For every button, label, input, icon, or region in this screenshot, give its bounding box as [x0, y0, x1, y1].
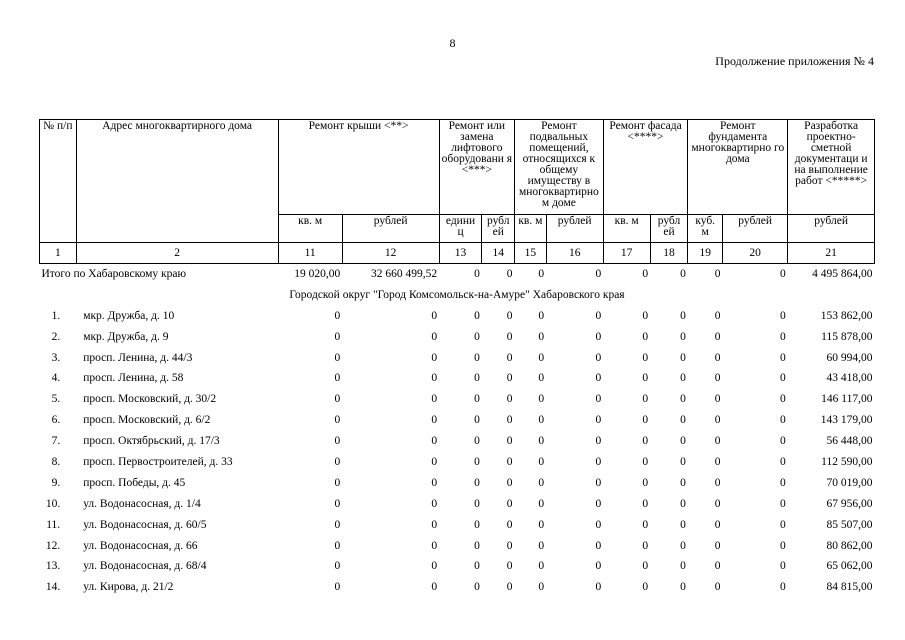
row-value: 0 — [474, 309, 480, 322]
row-value: 0 — [506, 476, 513, 489]
row-value: 0 — [334, 393, 341, 406]
row-value: 0 — [474, 476, 480, 489]
row-number: 11. — [46, 518, 61, 531]
header-elevator: Ремонт или замена лифтового оборудовани я <***> — [439, 120, 514, 215]
row-value: 67 956,00 — [826, 497, 873, 510]
row-value: 0 — [680, 539, 686, 552]
row-value: 143 179,00 — [820, 414, 873, 427]
row-value: 0 — [538, 455, 545, 468]
row-value: 153 862,00 — [820, 309, 873, 322]
repair-table — [39, 119, 875, 598]
table-row — [40, 431, 875, 452]
row-value: 0 — [334, 309, 341, 322]
row-value: 0 — [431, 497, 438, 510]
row-value: 0 — [595, 435, 602, 448]
column-number: 1 — [40, 243, 77, 264]
row-value: 0 — [506, 393, 513, 406]
column-number: 19 — [688, 243, 723, 264]
row-value: 0 — [680, 414, 686, 427]
table-row — [40, 348, 875, 369]
row-value: 80 862,00 — [826, 539, 873, 552]
table-row — [40, 556, 875, 577]
total-value: 0 — [780, 267, 786, 280]
row-value: 0 — [334, 351, 341, 364]
row-value: 0 — [506, 351, 513, 364]
row-value: 0 — [474, 330, 480, 343]
row-value: 0 — [680, 581, 686, 594]
row-value: 0 — [334, 372, 341, 385]
row-value: 0 — [642, 560, 649, 573]
total-value: 19 020,00 — [294, 267, 341, 280]
row-number: 6. — [51, 414, 61, 427]
row-value: 0 — [506, 518, 513, 531]
row-number: 7. — [51, 435, 61, 448]
column-number: 13 — [439, 243, 482, 264]
total-row — [40, 264, 875, 285]
row-value: 0 — [595, 539, 602, 552]
row-value: 0 — [780, 581, 786, 594]
unit-basement-rub: рублей — [546, 215, 603, 243]
table-row — [40, 410, 875, 431]
row-value: 0 — [474, 497, 480, 510]
row-value: 0 — [595, 560, 602, 573]
header-address: Адрес многоквартирного дома — [76, 120, 278, 243]
row-value: 0 — [714, 560, 721, 573]
row-number: 2. — [51, 330, 61, 343]
row-value: 0 — [474, 351, 480, 364]
table-row — [40, 306, 875, 327]
row-value: 0 — [506, 330, 513, 343]
row-value: 0 — [431, 435, 438, 448]
table-row — [40, 473, 875, 494]
table-row — [40, 452, 875, 473]
row-value: 146 117,00 — [821, 393, 873, 406]
row-value: 0 — [680, 476, 686, 489]
continuation-label: Продолжение приложения № 4 — [715, 54, 874, 68]
column-number: 21 — [788, 243, 875, 264]
total-value: 0 — [714, 267, 721, 280]
row-value: 0 — [538, 435, 545, 448]
column-number: 16 — [546, 243, 603, 264]
row-value: 0 — [474, 372, 480, 385]
row-value: 0 — [714, 497, 721, 510]
row-value: 70 019,00 — [826, 476, 873, 489]
row-value: 0 — [714, 393, 721, 406]
row-value: 0 — [680, 560, 686, 573]
row-value: 0 — [780, 414, 786, 427]
total-value: 0 — [595, 267, 602, 280]
table-row — [40, 389, 875, 410]
row-value: 0 — [506, 372, 513, 385]
row-value: 0 — [680, 309, 686, 322]
row-value: 0 — [538, 497, 545, 510]
row-value: 0 — [431, 330, 438, 343]
row-value: 0 — [714, 476, 721, 489]
row-value: 0 — [538, 581, 545, 594]
column-number: 20 — [723, 243, 788, 264]
column-number: 12 — [342, 243, 439, 264]
row-value: 0 — [431, 518, 438, 531]
row-value: 0 — [595, 455, 602, 468]
row-value: 0 — [431, 455, 438, 468]
row-value: 0 — [474, 393, 480, 406]
row-number: 4. — [51, 372, 61, 385]
unit-roof-rub: рублей — [342, 215, 439, 243]
unit-design-rub: рублей — [788, 215, 875, 243]
row-value: 0 — [780, 455, 786, 468]
section-title: Городской округ "Город Комсомольск-на-Амуре" Хабаровского края — [289, 288, 625, 301]
row-value: 0 — [680, 330, 686, 343]
row-value: 0 — [780, 476, 786, 489]
row-value: 0 — [680, 497, 686, 510]
row-value: 0 — [714, 539, 721, 552]
row-value: 0 — [780, 518, 786, 531]
row-value: 0 — [474, 581, 480, 594]
table-row — [40, 515, 875, 536]
column-number: 18 — [650, 243, 688, 264]
row-value: 0 — [680, 435, 686, 448]
row-value: 0 — [680, 455, 686, 468]
row-value: 0 — [595, 309, 602, 322]
row-value: 0 — [714, 435, 721, 448]
row-value: 0 — [474, 414, 480, 427]
row-value: 0 — [642, 330, 649, 343]
row-value: 0 — [538, 518, 545, 531]
row-value: 84 815,00 — [826, 581, 873, 594]
header-roof: Ремонт крыши <**> — [278, 120, 439, 215]
table-body — [40, 264, 875, 599]
row-value: 0 — [431, 476, 438, 489]
row-value: 0 — [680, 372, 686, 385]
unit-facade-rub: рубл ей — [650, 215, 688, 243]
table-row — [40, 327, 875, 348]
unit-basement-sqm: кв. м — [515, 215, 547, 243]
total-value: 0 — [642, 267, 649, 280]
row-value: 0 — [595, 414, 602, 427]
row-address: просп. Победы, д. 45 — [83, 476, 186, 489]
row-value: 0 — [334, 435, 341, 448]
row-value: 0 — [642, 351, 649, 364]
row-value: 0 — [714, 414, 721, 427]
row-value: 0 — [642, 372, 649, 385]
total-value: 0 — [680, 267, 686, 280]
row-value: 0 — [595, 330, 602, 343]
row-address: ул. Кирова, д. 21/2 — [83, 581, 174, 594]
total-value: 0 — [506, 267, 513, 280]
row-value: 43 418,00 — [826, 372, 873, 385]
row-value: 0 — [642, 455, 649, 468]
row-value: 0 — [714, 351, 721, 364]
row-value: 0 — [474, 539, 480, 552]
row-value: 0 — [642, 518, 649, 531]
row-value: 0 — [538, 560, 545, 573]
row-address: просп. Московский, д. 30/2 — [83, 393, 217, 406]
row-value: 0 — [595, 351, 602, 364]
unit-elevator-rub: рубл ей — [482, 215, 515, 243]
row-value: 0 — [780, 560, 786, 573]
row-address: ул. Водонасосная, д. 66 — [83, 539, 198, 552]
row-value: 85 507,00 — [826, 518, 873, 531]
row-value: 0 — [334, 455, 341, 468]
row-address: мкр. Дружба, д. 9 — [83, 330, 169, 343]
column-number: 15 — [515, 243, 547, 264]
row-value: 0 — [538, 539, 545, 552]
row-address: просп. Ленина, д. 58 — [83, 372, 184, 385]
row-value: 65 062,00 — [826, 560, 873, 573]
row-value: 0 — [595, 476, 602, 489]
row-value: 0 — [538, 414, 545, 427]
row-value: 0 — [680, 351, 686, 364]
row-value: 0 — [642, 581, 649, 594]
column-number: 14 — [482, 243, 515, 264]
row-address: ул. Водонасосная, д. 68/4 — [83, 560, 207, 573]
row-value: 0 — [714, 309, 721, 322]
row-address: ул. Водонасосная, д. 60/5 — [83, 518, 207, 531]
column-number: 2 — [76, 243, 278, 264]
row-number: 9. — [51, 476, 61, 489]
unit-elevator-count: едини ц — [439, 215, 482, 243]
row-value: 0 — [642, 414, 649, 427]
row-value: 0 — [538, 372, 545, 385]
row-value: 0 — [538, 309, 545, 322]
header-facade: Ремонт фасада <****> — [603, 120, 688, 215]
row-value: 0 — [595, 393, 602, 406]
table-row — [40, 368, 875, 389]
row-value: 0 — [334, 497, 341, 510]
row-value: 0 — [780, 309, 786, 322]
row-value: 0 — [431, 539, 438, 552]
row-value: 0 — [780, 351, 786, 364]
row-value: 0 — [334, 539, 341, 552]
row-number: 8. — [51, 455, 61, 468]
unit-roof-sqm: кв. м — [278, 215, 342, 243]
row-value: 0 — [642, 309, 649, 322]
row-value: 0 — [506, 497, 513, 510]
row-address: просп. Ленина, д. 44/3 — [83, 351, 193, 364]
row-value: 0 — [431, 351, 438, 364]
row-value: 0 — [431, 309, 438, 322]
row-value: 0 — [474, 455, 480, 468]
row-value: 112 590,00 — [821, 455, 873, 468]
row-value: 0 — [595, 518, 602, 531]
row-value: 0 — [431, 560, 438, 573]
table-row — [40, 494, 875, 515]
header-design: Разработка проектно-сметной документаци и на выполнение работ <*****> — [788, 120, 875, 215]
row-value: 0 — [780, 497, 786, 510]
row-number: 14. — [45, 581, 61, 594]
row-value: 60 994,00 — [826, 351, 873, 364]
row-value: 0 — [642, 539, 649, 552]
row-value: 0 — [506, 414, 513, 427]
row-value: 0 — [474, 435, 480, 448]
row-value: 0 — [714, 330, 721, 343]
row-value: 0 — [474, 518, 480, 531]
row-number: 13. — [45, 560, 61, 573]
row-value: 0 — [506, 581, 513, 594]
header-foundation: Ремонт фундамента многоквартирно го дома — [688, 120, 788, 215]
table-row — [40, 536, 875, 557]
row-value: 0 — [780, 330, 786, 343]
row-number: 5. — [51, 393, 61, 406]
row-value: 115 878,00 — [821, 330, 873, 343]
column-number: 17 — [603, 243, 650, 264]
row-value: 0 — [642, 393, 649, 406]
row-value: 0 — [595, 497, 602, 510]
row-value: 0 — [680, 518, 686, 531]
row-value: 0 — [714, 581, 721, 594]
row-value: 0 — [780, 372, 786, 385]
row-value: 0 — [334, 581, 341, 594]
row-value: 0 — [334, 414, 341, 427]
row-value: 0 — [780, 435, 786, 448]
header-basement: Ремонт подвальных помещений, относящихся к общему имуществу в многоквартирном доме — [515, 120, 604, 215]
total-value: 4 495 864,00 — [812, 267, 873, 280]
row-value: 0 — [714, 372, 721, 385]
row-number: 12. — [45, 539, 61, 552]
column-number: 11 — [278, 243, 342, 264]
row-value: 0 — [334, 518, 341, 531]
row-value: 0 — [595, 372, 602, 385]
row-value: 0 — [780, 539, 786, 552]
row-value: 56 448,00 — [826, 435, 873, 448]
row-address: ул. Водонасосная, д. 1/4 — [83, 497, 201, 510]
row-address: просп. Московский, д. 6/2 — [83, 414, 211, 427]
row-value: 0 — [538, 476, 545, 489]
row-value: 0 — [431, 372, 438, 385]
row-value: 0 — [506, 455, 513, 468]
section-row — [40, 285, 875, 306]
row-value: 0 — [538, 393, 545, 406]
row-value: 0 — [334, 330, 341, 343]
row-value: 0 — [506, 435, 513, 448]
row-value: 0 — [431, 414, 438, 427]
row-value: 0 — [680, 393, 686, 406]
row-number: 1. — [51, 309, 61, 322]
row-number: 3. — [51, 351, 61, 364]
total-value: 0 — [538, 267, 545, 280]
unit-facade-sqm: кв. м — [603, 215, 650, 243]
page-number: 8 — [449, 36, 456, 50]
row-address: просп. Октябрьский, д. 17/3 — [83, 435, 220, 448]
row-value: 0 — [431, 581, 438, 594]
row-value: 0 — [714, 455, 721, 468]
row-value: 0 — [714, 518, 721, 531]
header-num: № п/п — [40, 120, 77, 243]
row-value: 0 — [506, 539, 513, 552]
row-value: 0 — [506, 309, 513, 322]
row-value: 0 — [595, 581, 602, 594]
row-value: 0 — [538, 330, 545, 343]
row-value: 0 — [780, 393, 786, 406]
row-value: 0 — [506, 560, 513, 573]
unit-foundation-cubm: куб. м — [688, 215, 723, 243]
row-number: 10. — [45, 497, 61, 510]
total-value: 32 660 499,52 — [370, 267, 438, 280]
row-value: 0 — [431, 393, 438, 406]
row-address: мкр. Дружба, д. 10 — [83, 309, 175, 322]
total-label: Итого по Хабаровскому краю — [41, 267, 187, 280]
row-value: 0 — [334, 476, 341, 489]
row-value: 0 — [642, 476, 649, 489]
row-value: 0 — [642, 435, 649, 448]
row-address: просп. Первостроителей, д. 33 — [83, 455, 233, 468]
unit-foundation-rub: рублей — [723, 215, 788, 243]
table-row — [40, 577, 875, 598]
total-value: 0 — [474, 267, 480, 280]
row-value: 0 — [334, 560, 341, 573]
row-value: 0 — [474, 560, 480, 573]
row-value: 0 — [642, 497, 649, 510]
row-value: 0 — [538, 351, 545, 364]
